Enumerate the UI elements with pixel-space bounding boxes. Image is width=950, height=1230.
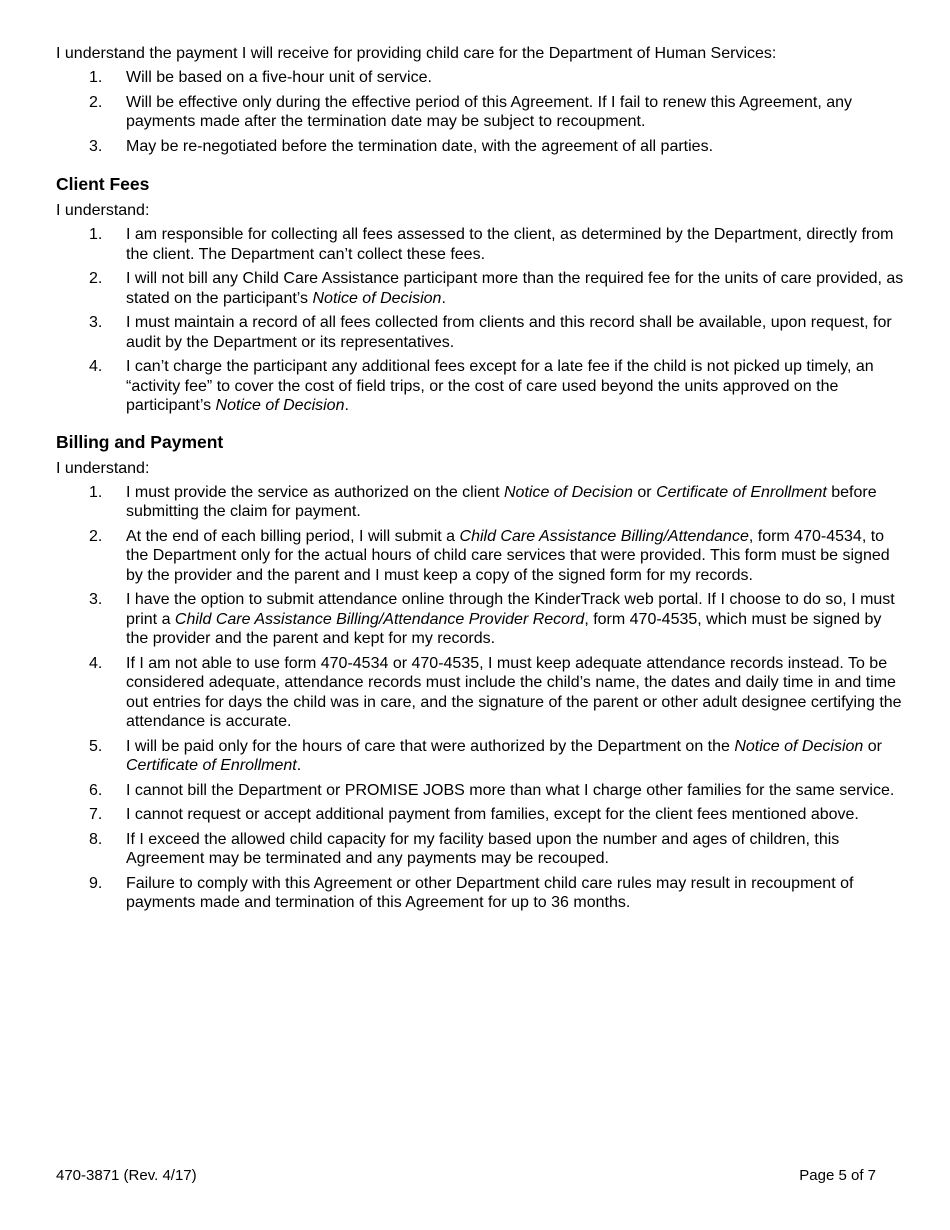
billing-heading: Billing and Payment bbox=[56, 431, 224, 452]
list-item: 2. I will not bill any Child Care Assistance participant more than the required fee for the units of care provided, as stated on the participant’s Notice of Decision. bbox=[89, 270, 904, 307]
payment-intro: I understand the payment I will receive for providing child care for the Department of Human Services: bbox=[56, 45, 777, 62]
list-item: 3. I must maintain a record of all fees collected from clients and this record shall be available, upon request, for audit by the Department or its representatives. bbox=[89, 314, 892, 351]
billing-list bbox=[56, 483, 906, 913]
form-title: Notice of Decision bbox=[215, 397, 345, 414]
list-item: 4. If I am not able to use form 470-4534 or 470-4535, I must keep adequate attendance records instead. To be considered adequate, attendance records must include the child’s name, the dates and daily time in and time out entries for days the child was in care, and the signature of the parent or other adult designee certifying the attendance is accurate. bbox=[89, 654, 902, 730]
list-item: 5. I will be paid only for the hours of care that were authorized by the Department on the Notice of Decision or Certificate of Enrollment. bbox=[89, 737, 882, 774]
list-item: 6. I cannot bill the Department or PROMISE JOBS more than what I charge other families for the same service. bbox=[89, 781, 895, 799]
list-item: 3. I have the option to submit attendance online through the KinderTrack web portal. If I choose to do so, I must print a Child Care Assistance Billing/Attendance Provider Record, form 470-4535, which must be signed by the provider and the parent and kept for my records. bbox=[89, 591, 895, 647]
page-number: Page 5 of 7 bbox=[799, 1167, 876, 1184]
form-title: Certificate of Enrollment bbox=[656, 483, 827, 501]
list-item: 2. At the end of each billing period, I will submit a Child Care Assistance Billing/Attendance, form 470-4534, to the Department only for the actual hours of child care services that were provided. This form must be signed by the provider and the parent and I must keep a copy of the signed form for my records. bbox=[89, 527, 890, 584]
form-number: 470-3871 (Rev. 4/17) bbox=[56, 1167, 197, 1184]
form-title: Child Care Assistance Billing/Attendance Provider Record bbox=[174, 610, 585, 628]
form-title: Child Care Assistance Billing/Attendance bbox=[459, 527, 749, 545]
list-item: 7. I cannot request or accept additional payment from families, except for the client fees mentioned above. bbox=[89, 806, 859, 823]
billing-intro: I understand: bbox=[56, 459, 150, 477]
client-fees-intro: I understand: bbox=[56, 202, 150, 219]
list-item: 8. If I exceed the allowed child capacity for my facility based upon the number and ages of children, this Agreement may be terminated and any payments may be recouped. bbox=[89, 830, 840, 867]
form-title: Certificate of Enrollment bbox=[126, 757, 297, 774]
page-footer bbox=[56, 1167, 876, 1184]
list-item: 1. I am responsible for collecting all fees assessed to the client, as determined by the Department, directly from the client. The Department can’t collect these fees. bbox=[89, 226, 894, 263]
form-title: Notice of Decision bbox=[312, 289, 442, 307]
payment-list bbox=[56, 68, 906, 156]
form-title: Notice of Decision bbox=[734, 737, 864, 755]
form-title: Notice of Decision bbox=[503, 483, 633, 501]
list-item: 3. May be re-negotiated before the termination date, with the agreement of all parties. bbox=[89, 137, 714, 155]
list-item: 9. Failure to comply with this Agreement or other Department child care rules may result in recoupment of payments made and termination of this Agreement for up to 36 months. bbox=[89, 874, 854, 911]
list-item: 1. I must provide the service as authorized on the client Notice of Decision or Certificate of Enrollment before submitting the claim for payment. bbox=[89, 483, 877, 520]
client-fees-heading: Client Fees bbox=[56, 174, 150, 194]
client-fees-list bbox=[56, 225, 906, 416]
list-item: 1. Will be based on a five-hour unit of service. bbox=[89, 69, 432, 86]
list-item: 4. I can’t charge the participant any additional fees except for a late fee if the child is not picked up timely, an “activity fee” to cover the cost of field trips, or the cost of care used beyond the units approved on the participant’s Notice of Decision. bbox=[89, 358, 874, 414]
document-page bbox=[56, 44, 906, 918]
list-item: 2. Will be effective only during the effective period of this Agreement. If I fail to renew this Agreement, any payments made after the termination date may be subject to recoupment. bbox=[89, 93, 853, 130]
